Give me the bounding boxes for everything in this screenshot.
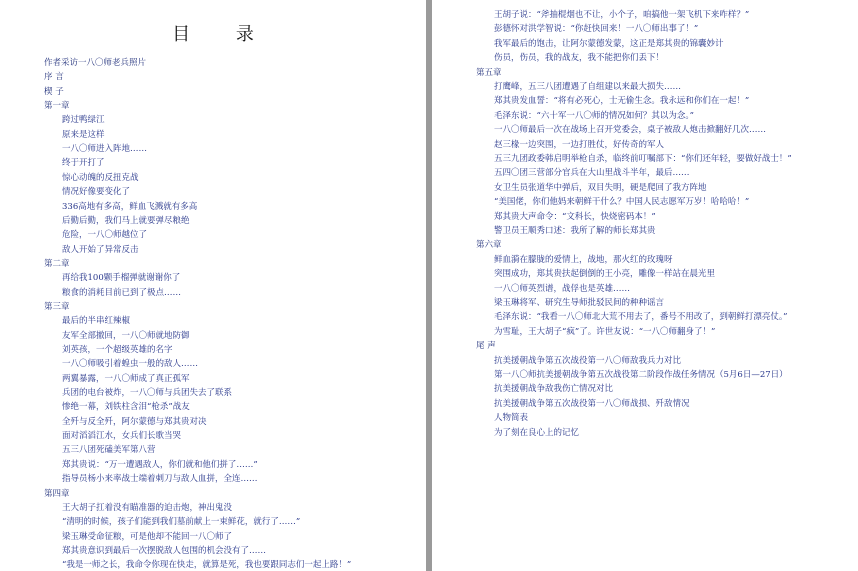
toc-entry[interactable]: 五三九团政委韩启明举枪自杀，临终前叮嘱部下：“你们还年轻，要做好战士！” [494, 154, 792, 164]
toc-entry[interactable]: 人物简表 [494, 413, 529, 424]
toc-chapter-heading[interactable]: 第三章 [44, 301, 70, 312]
toc-entry[interactable]: 全歼与反全歼，阿尔蒙德与郑其贵对决 [62, 416, 207, 427]
toc-entry[interactable]: 一八〇师英烈谱，战俘也是英雄…… [494, 283, 631, 294]
toc-entry[interactable]: 情况好像要变化了 [62, 187, 131, 198]
toc-chapter-heading[interactable]: 作者采访一八〇师老兵照片 [44, 58, 147, 68]
toc-chapter-heading[interactable]: 楔 子 [44, 86, 64, 97]
toc-entry[interactable]: 突围成功，郑其贵扶起倒倒的王小亮，雕像一样站在晨光里 [494, 269, 716, 280]
left-page [0, 0, 426, 571]
toc-entry[interactable]: 女卫生员张道华中弹后，双目失明，硬是爬回了我方阵地 [494, 182, 707, 193]
toc-entry[interactable]: 毛泽东说：“六十军一八〇师的情况如何？其以为念。” [494, 110, 694, 121]
toc-entry[interactable]: 敌人开始了异常反击 [62, 244, 139, 255]
toc-entry[interactable]: 后勤后勤，我们马上就要弹尽粮绝 [62, 215, 190, 226]
toc-entry[interactable]: 刘英孩，一个超级英雄的名字 [62, 345, 173, 355]
toc-chapter-heading[interactable]: 序 言 [44, 72, 64, 83]
toc-title: 目 录 [172, 24, 274, 45]
toc-entry[interactable]: 五四〇团三营部分官兵在大山里战斗半年，最后…… [494, 168, 690, 179]
toc-chapter-heading[interactable]: 尾 声 [476, 341, 496, 352]
toc-entry[interactable]: 惨绝一幕，刘铁柱含泪“枪杀”战友 [62, 402, 190, 413]
toc-entry[interactable]: 鲜血漪在朦胧的爱情上，战地，那火红的玫瑰呀 [494, 254, 673, 265]
toc-entry[interactable]: 赵三椽一边突围，一边打胜仗，好传奇的军人 [494, 139, 665, 150]
toc-entry[interactable]: 一八〇师最后一次在战场上召开党委会，桌子被敌人炮击掀翻好几次…… [494, 125, 767, 136]
toc-entry[interactable]: 危险，一八〇师越位了 [62, 230, 148, 241]
toc-entry[interactable]: 原来是这样 [62, 129, 105, 140]
toc-entry[interactable]: 指导员杨小来率战士端着刺刀与敌人血拼，全连…… [62, 474, 258, 485]
toc-entry[interactable]: “清明的时候，孩子们能到我们墓前献上一束鲜花，就行了……” [62, 517, 301, 528]
toc-entry[interactable]: 惊心动魄的反扭克战 [62, 172, 139, 183]
toc-chapter-heading[interactable]: 第五章 [476, 67, 502, 78]
toc-entry[interactable]: 郑其贵大声命令：“文科长，快烧密码本！” [494, 211, 656, 222]
toc-entry[interactable]: 郑其贵意识到最后一次摆脱敌人包围的机会没有了…… [62, 545, 267, 556]
toc-entry[interactable]: 一八〇师吸引着蝗虫一般的敌人…… [62, 359, 199, 370]
toc-entry[interactable]: “美国佬，你们他妈来朝鲜干什么？中国人民志愿军万岁！哈哈哈！” [494, 197, 750, 208]
toc-entry[interactable]: 第一八〇师抗美援朝战争第五次战役第二阶段作战任务情况（5月6日—27日） [494, 370, 788, 380]
toc-chapter-heading[interactable]: 第六章 [476, 240, 502, 251]
toc-entry[interactable]: 抗美援朝战争第五次战役第一八〇师战损、歼敌情况 [494, 398, 690, 409]
toc-entry[interactable]: 336高地有多高，鲜血飞溅就有多高 [62, 201, 198, 212]
toc-entry[interactable]: 跨过鸭绿江 [62, 115, 105, 126]
toc-entry[interactable]: 兵团的电台被炸，一八〇师与兵团失去了联系 [62, 388, 233, 399]
toc-entry[interactable]: 最后的半串红辣椒 [62, 316, 131, 327]
toc-entry[interactable]: 再给我100颗手榴弹就谢谢你了 [62, 273, 181, 284]
toc-entry[interactable]: 一八〇师进入阵地…… [62, 144, 148, 155]
toc-entry[interactable]: 两翼暴露，一八〇师成了真正孤军 [62, 373, 190, 384]
toc-entry[interactable]: 抗美援朝战争敌我伤亡情况对比 [494, 384, 614, 395]
toc-entry[interactable]: 王胡子说：“斧抽棍烟也不让，小个子，咱搞他一架飞机下来咋样？” [494, 10, 750, 20]
toc-entry[interactable]: 梁玉琳将军、研究生导师批驳民间的种种谣言 [494, 298, 665, 308]
toc-entry[interactable]: 警卫员王顺秀口述：我所了解的师长郑其贵 [494, 226, 656, 236]
toc-entry[interactable]: 彭德怀对洪学智说：“你赶快回来！一八〇师出事了！” [494, 24, 699, 35]
toc-entry[interactable]: 五三八团死磕美军第八营 [62, 445, 156, 456]
toc-entry[interactable]: 梁玉琳受命征粮，可是他却不能回一八〇师了 [62, 531, 233, 542]
toc-entry[interactable]: 郑其贵发血誓：“将有必死心，士无偷生念。我永远和你们在一起！” [494, 96, 750, 107]
toc-entry[interactable]: 我军最后的饱击，让阿尔蒙德发蒙，这正是郑其贵的锦囊妙计 [494, 38, 724, 49]
toc-entry[interactable]: “我是一师之长，我命令你现在快走，就算是死，我也要跟同志们一起上路！” [62, 560, 352, 571]
toc-entry[interactable]: 面对滔滔江水，女兵们长歌当哭 [62, 431, 182, 442]
toc-entry[interactable]: 为雪耻，王大胡子“疯”了。许世友说：“一八〇师翻身了！” [494, 326, 716, 337]
toc-chapter-heading[interactable]: 第二章 [44, 258, 70, 269]
toc-chapter-heading[interactable]: 第四章 [44, 488, 70, 499]
toc-entry[interactable]: 终于开打了 [62, 158, 105, 169]
right-page [432, 0, 858, 571]
toc-entry[interactable]: 郑其贵说：“万一遭遇敌人，你们就和他们拼了……” [62, 459, 258, 470]
toc-entry[interactable]: 王大胡子扛着没有瞄准器的迫击炮，神出鬼没 [62, 502, 233, 513]
toc-entry[interactable]: 打鹰峰，五三八团遭遇了自组建以来最大损失…… [494, 82, 682, 92]
toc-entry[interactable]: 友军全部撤回，一八〇师就地防御 [62, 330, 190, 341]
toc-entry[interactable]: 为了刻在良心上的记忆 [494, 427, 580, 438]
toc-entry[interactable]: 伤员，伤员，我的战友，我不能把你们丢下！ [494, 53, 665, 64]
toc-entry[interactable]: 抗美援朝战争第五次战役第一八〇师敌我兵力对比 [494, 355, 682, 366]
toc-chapter-heading[interactable]: 第一章 [44, 101, 70, 112]
toc-entry[interactable]: 粮食的消耗目前已到了极点…… [62, 287, 182, 298]
toc-entry[interactable]: 毛泽东说：“我看一八〇师北大荒不用去了，番号不用改了，到朝鲜打漂亮仗。” [494, 312, 788, 323]
